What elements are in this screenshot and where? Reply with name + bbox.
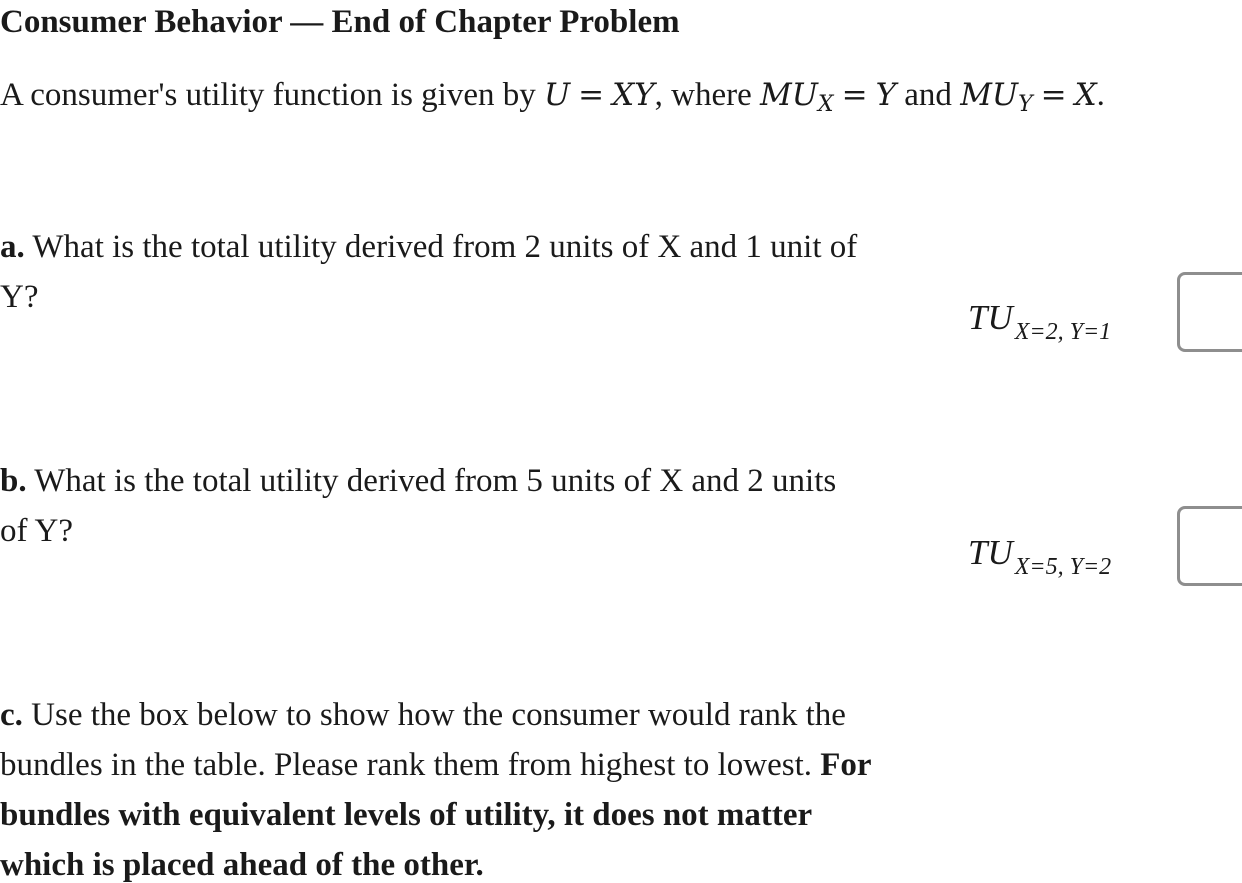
intro-middle: , where — [654, 77, 761, 113]
muy-base: MU — [960, 77, 1019, 113]
answer-b-label-base: TU — [968, 533, 1013, 572]
question-c-text: Use the box below to show how the consumer would rank the bundles in the table. Please rank them from highest to lowest. — [0, 697, 846, 783]
question-b-text: What is the total utility derived from 5 units of X and 2 units of Y? — [0, 463, 837, 549]
question-c-bold-note: For bundles with equivalent levels of utility, it does not matter which is placed ahead of the other. — [0, 747, 871, 883]
mux-equation — [760, 77, 897, 117]
utility-rhs: XY — [612, 77, 655, 113]
answer-a-label-base: TU — [968, 298, 1013, 337]
muy-equation — [960, 77, 1097, 117]
utility-lhs: U — [543, 77, 571, 113]
equals-sign: = — [578, 77, 605, 113]
problem-intro — [0, 74, 1105, 116]
mux-base: MU — [760, 77, 818, 113]
equals-sign: = — [1040, 77, 1067, 113]
question-c-label: c. — [0, 697, 23, 733]
question-b-label: b. — [0, 463, 27, 499]
answer-a-label-subscript: X=2, Y=1 — [1014, 319, 1112, 345]
equals-sign: = — [841, 77, 868, 113]
question-c — [0, 690, 900, 883]
muy-rhs: X — [1074, 77, 1097, 113]
page-title: Consumer Behavior — End of Chapter Problem — [0, 4, 680, 40]
question-a-label: a. — [0, 229, 25, 265]
answer-a-input[interactable] — [1177, 272, 1242, 352]
question-a-text: What is the total utility derived from 2 units of X and 1 unit of Y? — [0, 229, 858, 315]
answer-a-label — [968, 298, 1112, 345]
mux-subscript: X — [817, 92, 834, 117]
utility-equation — [544, 77, 655, 113]
intro-prefix: A consumer's utility function is given by — [0, 77, 544, 113]
answer-b-label-subscript: X=5, Y=2 — [1014, 554, 1112, 580]
muy-subscript: Y — [1018, 92, 1033, 117]
mux-rhs: Y — [875, 77, 897, 113]
answer-b-input[interactable] — [1177, 506, 1242, 586]
answer-b-label — [968, 533, 1112, 580]
intro-and: and — [896, 77, 961, 113]
question-a — [0, 222, 860, 322]
question-b — [0, 456, 860, 556]
intro-suffix: . — [1096, 77, 1105, 113]
